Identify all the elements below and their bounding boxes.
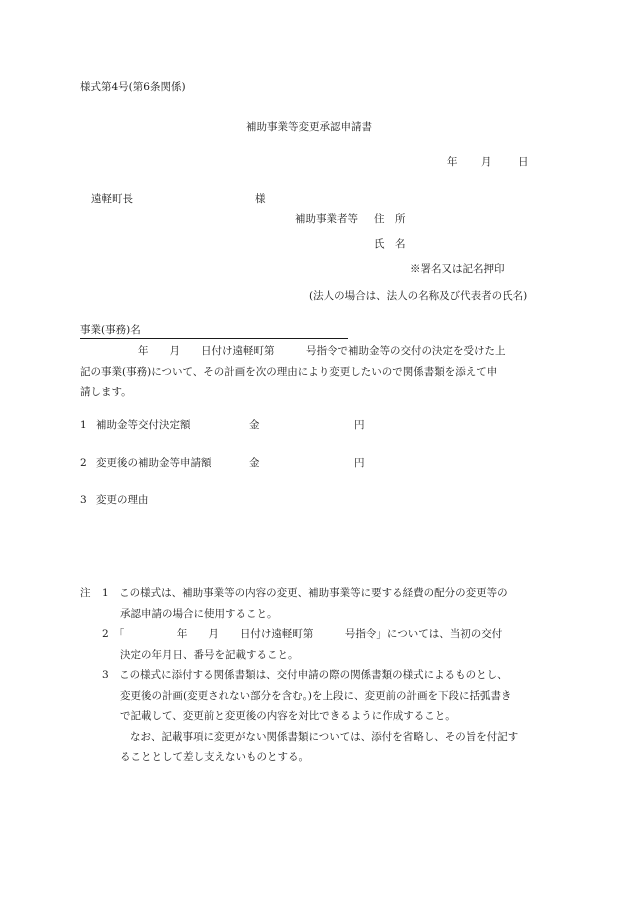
notes-body: [102, 583, 562, 768]
addressee-honorific: 様: [255, 193, 266, 205]
item-2-kin: 金: [249, 457, 260, 469]
note-line: なお、記載事項に変更がない関係書類については、添付を省略し、その旨を付記す: [130, 730, 519, 743]
item-1-label: 補助金等交付決定額: [96, 419, 191, 431]
item-1-yen: 円: [354, 419, 365, 431]
note-line: 1 この様式は、補助事業等の内容の変更、補助事業等に要する経費の配分の変更等の: [102, 587, 508, 599]
item-3-number: 3: [80, 494, 87, 506]
page-title: 補助事業等変更承認申請書: [246, 121, 372, 133]
item-2-number: 2: [80, 457, 87, 469]
form-number: 様式第4号(第6条関係): [80, 81, 186, 93]
note-line: で記載して、変更前と変更後の内容を対比できるように作成すること。: [120, 710, 456, 722]
note-line: 2 「 年 月 日付け遠軽町第 号指令」については、当初の交付: [102, 628, 503, 640]
body-line-1: 年 月 日付け遠軽町第 号指令で補助金等の交付の決定を受けた上: [138, 345, 506, 357]
notes-header: 注: [80, 587, 91, 599]
item-2-yen: 円: [354, 457, 365, 469]
note-line: 3 この様式に添付する関係書類は、交付申請の際の関係書類の様式によるものとし、: [102, 669, 508, 681]
note-line: ることとして差し支えないものとする。: [120, 751, 309, 763]
applicant-address-label: 住 所: [374, 213, 406, 225]
item-1-kin: 金: [249, 419, 260, 431]
date-month-label: 月: [481, 156, 492, 168]
item-1-number: 1: [80, 419, 87, 431]
application-body: [80, 341, 560, 403]
project-name-underline: [80, 338, 348, 339]
body-line-2: 記の事業(事務)について、その計画を次の理由により変更したいので関係書類を添えて申: [80, 365, 498, 378]
addressee-name: 遠軽町長: [91, 193, 133, 205]
note-line: 承認申請の場合に使用すること。: [120, 607, 278, 620]
seal-note: ※署名又は記名押印: [410, 263, 505, 275]
note-line: 決定の年月日、番号を記載すること。: [120, 648, 299, 661]
date-day-label: 日: [518, 156, 529, 168]
date-year-label: 年: [447, 156, 458, 168]
corporation-note: (法人の場合は、法人の名称及び代表者の氏名): [309, 290, 528, 302]
note-line: 変更後の計画(変更されない部分を含む。)を上段に、変更前の計画を下段に括弧書き: [120, 689, 512, 702]
applicant-label: 補助事業者等: [295, 213, 358, 225]
item-2-label: 変更後の補助金等申請額: [96, 457, 212, 469]
body-line-3: 請します。: [80, 386, 132, 398]
applicant-name-label: 氏 名: [374, 238, 406, 250]
item-3-label: 変更の理由: [96, 494, 149, 506]
project-name-label: 事業(事務)名: [80, 324, 141, 336]
